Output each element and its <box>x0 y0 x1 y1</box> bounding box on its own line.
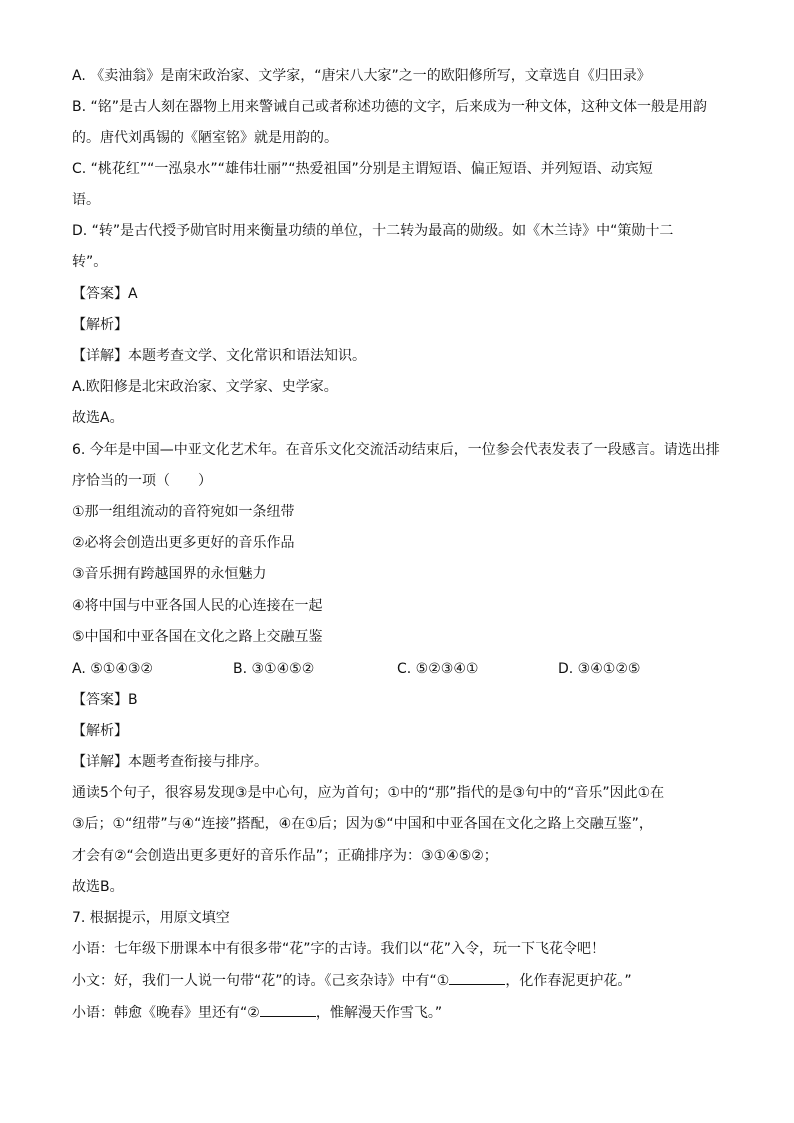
dialogue-line-2-tail: ，化作春泥更护花。” <box>505 973 632 989</box>
option-c: C. ⑤②③④① <box>397 661 479 677</box>
question-6-stem: 6. 今年是中国—中亚文化艺术年。在音乐文化交流活动结束后，一位参会代表发表了一段感言。请选出排 <box>72 442 720 458</box>
answer-label-6: 【答案】B <box>72 692 138 708</box>
option-d-text: D. “转”是古代授予勋官时用来衡量功绩的单位，十二转为最高的勋级。如《木兰诗》中“策勋十二 <box>72 223 674 239</box>
question-6-options <box>72 659 732 679</box>
sentence-1: ①那一组组流动的音符宛如一条纽带 <box>72 504 295 520</box>
option-d: D. ③④①②⑤ <box>558 661 641 677</box>
option-b: B. ③①④⑤② <box>233 661 315 677</box>
question-7-stem: 7. 根据提示，用原文填空 <box>72 910 230 926</box>
explanation-text-6-cont2: 才会有②“会创造出更多更好的音乐作品”；正确排序为：③①④⑤②； <box>72 848 498 864</box>
sentence-5: ⑤中国和中亚各国在文化之路上交融互鉴 <box>72 629 323 645</box>
blank-1[interactable] <box>449 970 505 985</box>
dialogue-line-3 <box>72 1002 442 1022</box>
explanation-text: A.欧阳修是北宋政治家、文学家、史学家。 <box>72 379 338 395</box>
option-d-text-cont: 转”。 <box>72 254 108 270</box>
sentence-4: ④将中国与中亚各国人民的心连接在一起 <box>72 598 323 614</box>
dialogue-line-3-text: 小语：韩愈《晚春》里还有“ <box>72 1005 248 1021</box>
dialogue-line-1: 小语：七年级下册课本中有很多带“花”字的古诗。我们以“花”入令，玩一下飞花令吧！ <box>72 941 606 957</box>
dialogue-line-3-tail: ，惟解漫天作雪飞。” <box>315 1005 443 1021</box>
blank-1-number: ① <box>436 973 450 989</box>
sentence-3: ③音乐拥有跨越国界的永恒魅力 <box>72 566 267 582</box>
detail-text-6: 【详解】本题考查衔接与排序。 <box>72 754 268 770</box>
option-a: A. ⑤①④③② <box>72 661 153 677</box>
option-a-text: A. 《卖油翁》是南宋政治家、文学家，“唐宋八大家”之一的欧阳修所写，文章选自《归田录》 <box>72 68 651 84</box>
question-6-stem-cont: 序恰当的一项（ ） <box>72 473 212 489</box>
dialogue-line-2-text: 小文：好，我们一人说一句带“花”的诗。《己亥杂诗》中有“ <box>72 973 437 989</box>
blank-2-number: ② <box>247 1005 260 1021</box>
explanation-text-6-cont: ③后；①“纽带”与④“连接”搭配，④在①后；因为⑤“中国和中亚各国在文化之路上交融互鉴”， <box>72 816 653 832</box>
detail-text: 【详解】本题考查文学、文化常识和语法知识。 <box>72 348 366 364</box>
sentence-2: ②必将会创造出更多更好的音乐作品 <box>72 535 295 551</box>
analysis-label: 【解析】 <box>72 317 128 333</box>
explanation-text-6: 通读5个句子，很容易发现③是中心句，应为首句；①中的“那”指代的是③句中的“音乐”因此①在 <box>72 785 665 801</box>
blank-2[interactable] <box>260 1002 316 1017</box>
option-b-text-cont: 的。唐代刘禹锡的《陋室铭》就是用韵的。 <box>72 130 338 146</box>
option-c-text: C. “桃花红”“一泓泉水”“雄伟壮丽”“热爱祖国”分别是主谓短语、偏正短语、并列短语、动宾短 <box>72 161 653 177</box>
conclusion-text-6: 故选B。 <box>72 879 124 895</box>
dialogue-line-2 <box>72 970 632 990</box>
analysis-label-6: 【解析】 <box>72 723 128 739</box>
answer-label: 【答案】A <box>72 286 138 302</box>
option-c-text-cont: 语。 <box>72 192 100 208</box>
conclusion-text: 故选A。 <box>72 410 124 426</box>
option-b-text: B. “铭”是古人刻在器物上用来警诫自己或者称述功德的文字，后来成为一种文体，这种文体一般是用韵 <box>72 99 708 115</box>
